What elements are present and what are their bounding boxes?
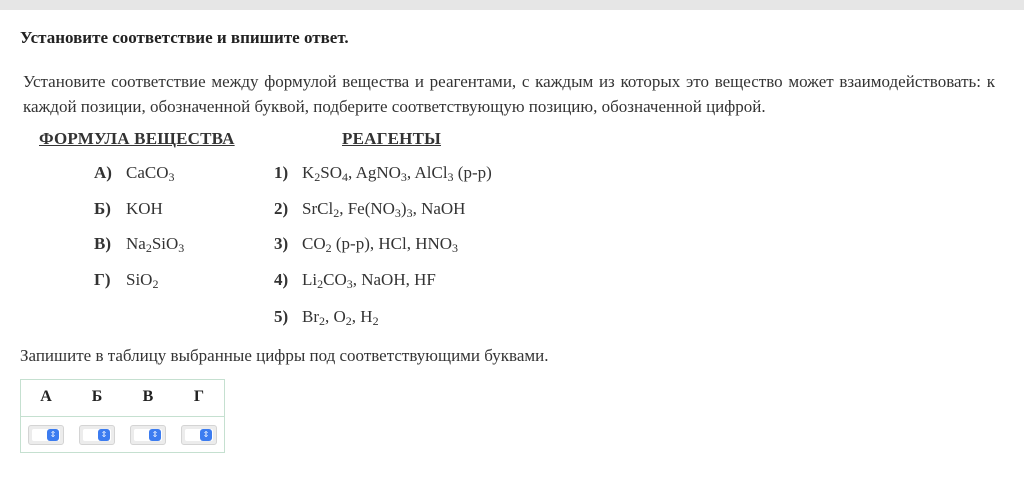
answer-instruction: Запишите в таблицу выбранные цифры под соответствующими буквами.	[20, 346, 549, 365]
formula-label: А)	[94, 163, 112, 182]
question-text: Установите соответствие между формулой вещества и реагентами, с каждым из которых это вещество может взаимодействовать: к каждой позиции, обозначенной буквой, подберите соответствующую позицию, обозначенной цифрой.	[23, 72, 995, 116]
reagent-text: $Li_2CO_3$, NaOH, HF	[302, 270, 436, 291]
formula-text: KOH	[126, 199, 163, 218]
reagent-text: $Br_2$, $O_2$, $H_2$	[302, 307, 379, 328]
updown-chevron-icon: ⇕	[149, 429, 161, 441]
formula-label: Г)	[94, 270, 111, 289]
formula-label: В)	[94, 234, 111, 253]
reagents-column-header: РЕАГЕНТЫ	[342, 129, 442, 148]
formula-text: $Na_2SiO_3$	[126, 234, 185, 255]
reagent-label: 5)	[274, 307, 289, 326]
answer-table	[20, 379, 225, 453]
formula-item-a	[94, 163, 175, 183]
formula-text: CaCO$_3$	[126, 163, 175, 184]
answer-select-v[interactable]	[130, 425, 166, 445]
answer-table-divider	[21, 416, 224, 417]
reagent-label: 4)	[274, 270, 289, 289]
reagent-text: SrCl$_2$, $Fe(NO_3)_3$, NaOH	[302, 199, 466, 220]
reagent-item-5	[274, 307, 379, 327]
updown-chevron-icon: ⇕	[47, 429, 59, 441]
answer-header-b: Б	[91, 388, 103, 405]
answer-select-b[interactable]	[79, 425, 115, 445]
answer-header-g: Г	[193, 388, 205, 405]
formula-item-v	[94, 234, 184, 254]
updown-chevron-icon: ⇕	[98, 429, 110, 441]
updown-chevron-icon: ⇕	[200, 429, 212, 441]
top-bar	[0, 0, 1024, 10]
answer-select-g[interactable]	[181, 425, 217, 445]
task-title: Установите соответствие и впишите ответ.	[20, 28, 349, 47]
reagent-item-4	[274, 270, 436, 290]
reagent-label: 1)	[274, 163, 289, 182]
formula-item-b	[94, 199, 163, 219]
answer-header-v: В	[142, 388, 154, 405]
formula-column-header: ФОРМУЛА ВЕЩЕСТВА	[39, 129, 235, 148]
reagent-item-2	[274, 199, 465, 219]
formula-text: SiO$_2$	[126, 270, 159, 291]
formula-label: Б)	[94, 199, 111, 218]
reagent-item-1	[274, 163, 492, 183]
reagent-label: 2)	[274, 199, 289, 218]
formula-item-g	[94, 270, 158, 290]
reagent-text: $CO_2$ (р-р), HCl, $HNO_3$	[302, 234, 459, 255]
reagent-text: $K_2SO_4$, AgNO$_3$, AlCl$_3$ (р-р)	[302, 163, 492, 184]
answer-select-a[interactable]	[28, 425, 64, 445]
answer-header-a: А	[40, 388, 52, 405]
reagent-label: 3)	[274, 234, 289, 253]
reagent-item-3	[274, 234, 458, 254]
